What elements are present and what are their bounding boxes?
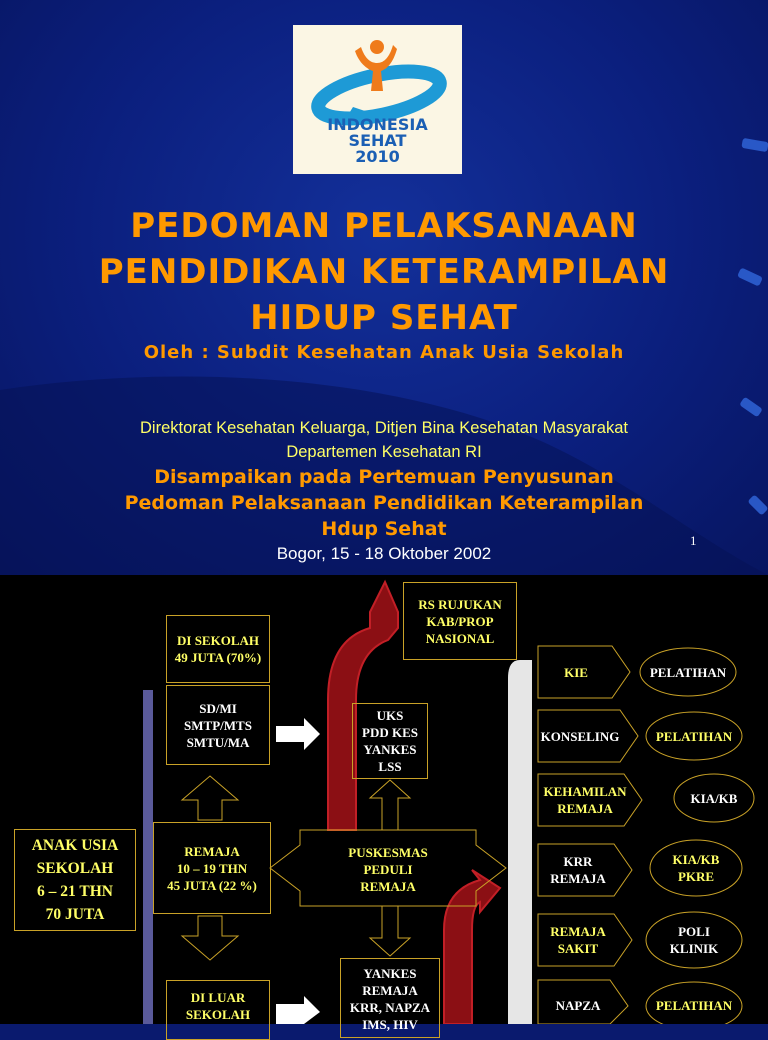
box-line: YANKES xyxy=(363,742,417,757)
box-line: NASIONAL xyxy=(425,630,495,646)
label-line: PKRE xyxy=(677,869,715,884)
arrow-down-icon xyxy=(182,916,238,960)
box-line: KAB/PROP xyxy=(426,613,494,629)
arrow-up-icon xyxy=(182,776,238,820)
label-line: KRR xyxy=(563,854,593,869)
box-line: SD/MI xyxy=(199,700,237,716)
logo-line: 2010 xyxy=(355,147,400,166)
white-arrow-icon xyxy=(276,718,320,750)
label-line: REMAJA xyxy=(550,924,606,939)
label-line: PUSKESMAS xyxy=(348,845,428,860)
target-pelatihan: PELATIHAN xyxy=(655,998,733,1013)
service-kie: KIE xyxy=(564,665,588,680)
label-line: REMAJA xyxy=(360,879,416,894)
target-pelatihan: PELATIHAN xyxy=(655,729,733,744)
left-vertical-bar xyxy=(143,690,153,1024)
presented-line: Disampaikan pada Pertemuan Penyusunan xyxy=(154,466,614,488)
remaja-box xyxy=(153,822,271,914)
uks-box xyxy=(352,703,428,779)
box-line: LSS xyxy=(378,759,402,774)
target-kia-kb: KIA/KB xyxy=(690,791,738,806)
anak-usia-box xyxy=(14,829,136,931)
box-line: REMAJA xyxy=(362,983,418,998)
rs-rujukan-box xyxy=(403,582,517,660)
box-line: SMTP/MTS xyxy=(184,717,252,733)
white-arrow-icon xyxy=(276,996,320,1024)
box-line: PDD KES xyxy=(362,725,418,740)
presented-line: Hdup Sehat xyxy=(321,518,447,540)
service-shapes xyxy=(538,646,642,1024)
label-line: POLI xyxy=(678,924,710,939)
title-line: PEDOMAN PELAKSANAAN xyxy=(130,206,638,246)
service-napza: NAPZA xyxy=(555,998,601,1013)
di-sekolah-box xyxy=(166,615,270,683)
school-levels-box xyxy=(166,685,270,765)
target-kia-kb-pkre xyxy=(650,851,742,885)
target-shapes xyxy=(640,648,754,1024)
label-line: REMAJA xyxy=(557,801,613,816)
box-line: UKS xyxy=(376,708,404,723)
right-vertical-bar xyxy=(508,660,532,1024)
label-line: PEDULI xyxy=(363,862,413,877)
box-line: DI SEKOLAH xyxy=(177,633,259,648)
label-line: KEHAMILAN xyxy=(543,784,627,799)
yankes-box xyxy=(340,958,440,1038)
anak-line: 6 – 21 THN xyxy=(37,883,113,900)
box-line: RS RUJUKAN xyxy=(418,596,502,612)
box-line: KRR, NAPZA xyxy=(349,1000,431,1015)
presented-line: Pedoman Pelaksanaan Pendidikan Keterampilan xyxy=(124,492,644,514)
service-krr-remaja xyxy=(538,853,618,887)
box-line: 10 – 19 THN xyxy=(176,860,248,876)
box-line: IMS, HIV xyxy=(362,1017,418,1032)
box-line: REMAJA xyxy=(184,843,240,859)
box-line: SMTU/MA xyxy=(186,734,250,750)
arrow-down-yankes-icon xyxy=(370,906,410,956)
label-line: KIA/KB xyxy=(672,852,720,867)
anak-line: SEKOLAH xyxy=(36,860,114,877)
service-konseling: KONSELING xyxy=(540,729,620,744)
target-poli-klinik xyxy=(646,923,742,957)
title-line: HIDUP SEHAT xyxy=(250,298,518,338)
anak-line: ANAK USIA xyxy=(31,837,119,854)
directorate-line: Direktorat Kesehatan Keluarga, Ditjen Bina Kesehatan Masyarakat xyxy=(140,419,628,437)
place-date: Bogor, 15 - 18 Oktober 2002 xyxy=(276,544,492,563)
label-line: KLINIK xyxy=(669,941,719,956)
slide-subtitle: Oleh : Subdit Kesehatan Anak Usia Sekolah xyxy=(143,342,625,363)
box-line: SEKOLAH xyxy=(185,1007,251,1022)
box-line: YANKES xyxy=(363,966,417,981)
directorate-line: Departemen Kesehatan RI xyxy=(286,443,482,461)
box-line: DI LUAR xyxy=(190,990,246,1005)
di-luar-sekolah-box xyxy=(166,980,270,1040)
label-line: SAKIT xyxy=(557,941,599,956)
service-kehamilan-remaja xyxy=(540,783,630,817)
logo-line: SEHAT xyxy=(348,131,407,150)
anak-line: 70 JUTA xyxy=(45,906,105,923)
logo-line: INDONESIA xyxy=(327,115,428,134)
label-line: REMAJA xyxy=(550,871,606,886)
service-remaja-sakit xyxy=(538,923,618,957)
target-pelatihan: PELATIHAN xyxy=(649,665,727,680)
arrow-up-uks-icon xyxy=(370,780,410,830)
puskesmas-label xyxy=(300,844,476,895)
box-line: 49 JUTA (70%) xyxy=(174,650,262,665)
title-line: PENDIDIKAN KETERAMPILAN xyxy=(98,252,670,292)
page-number: 1 xyxy=(690,533,697,548)
box-line: 45 JUTA (22 %) xyxy=(167,877,257,893)
